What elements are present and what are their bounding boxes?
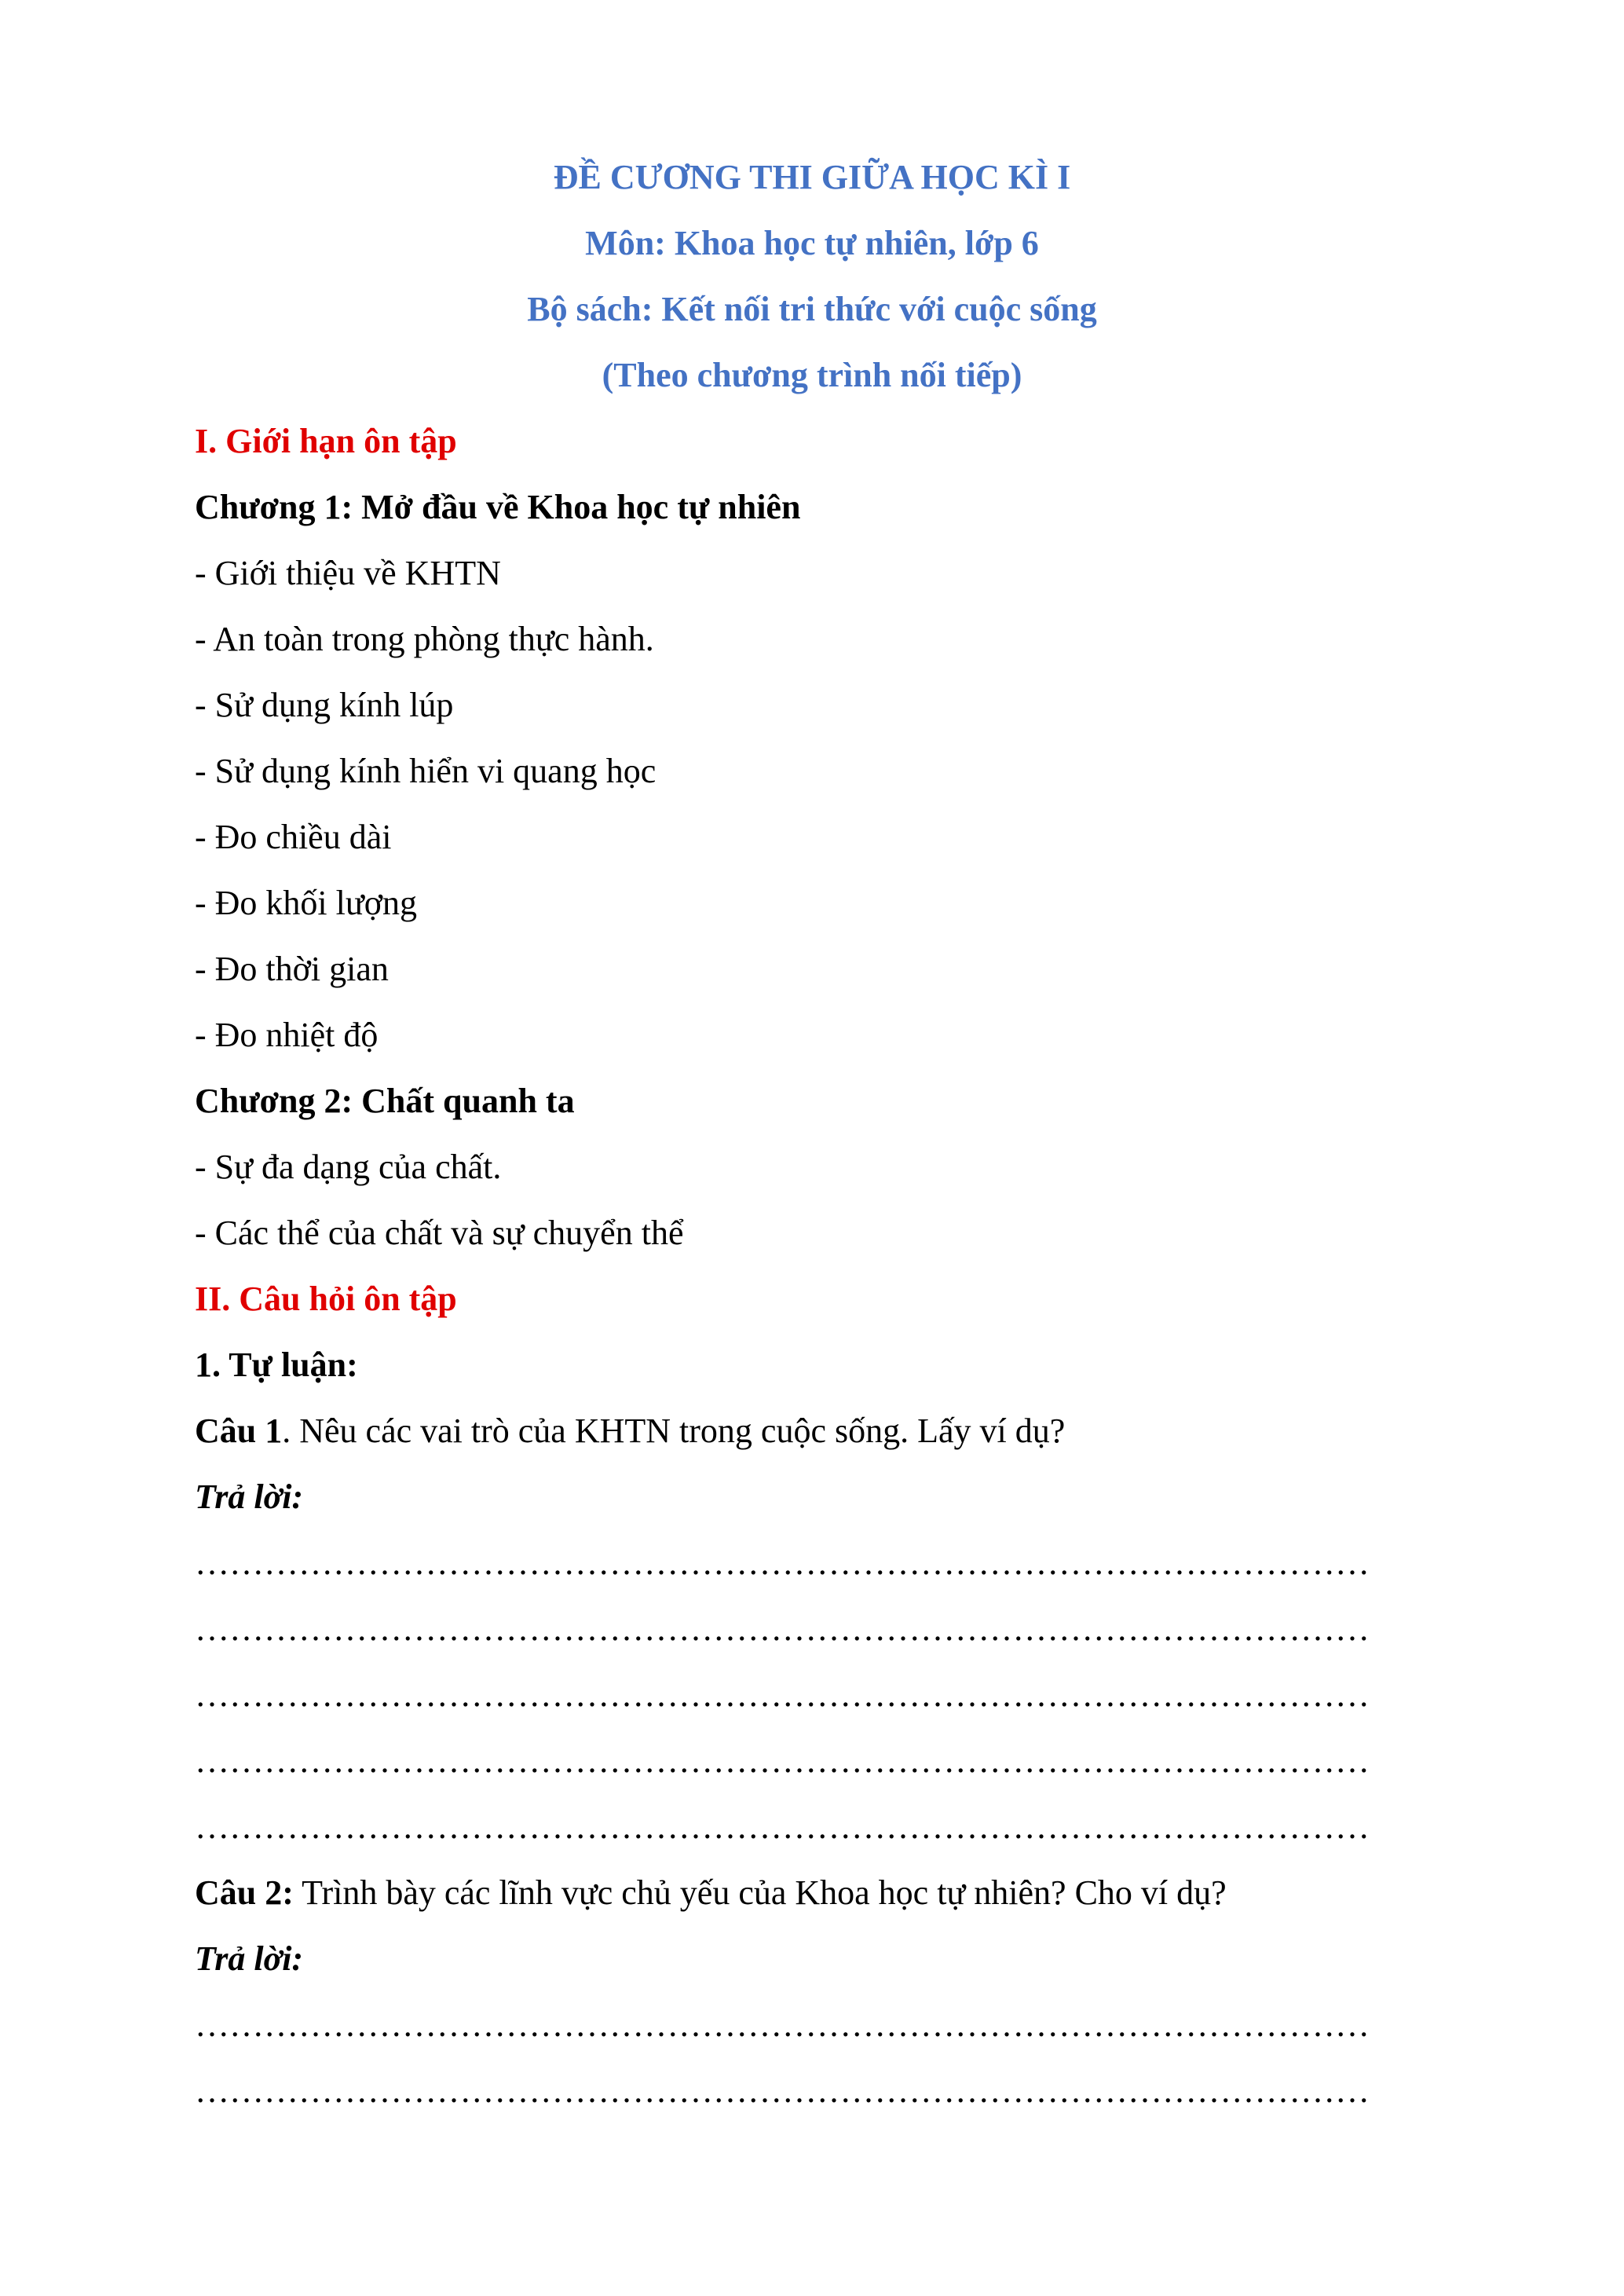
section1-heading: I. Giới hạn ôn tập [195, 422, 457, 460]
chapter2-item: - Các thể của chất và sự chuyển thể [195, 1214, 684, 1252]
chapter1-item: - Đo chiều dài [195, 818, 392, 856]
document-title: ĐỀ CƯƠNG THI GIỮA HỌC KÌ I [553, 158, 1071, 196]
question-1-label: Câu 1 [195, 1412, 283, 1450]
chapter1-item: - Đo thời gian [195, 950, 389, 988]
answer-2-line: ………………………………………………………………………………………… [195, 2071, 1370, 2110]
chapter1-item: - Đo khối lượng [195, 884, 417, 922]
question-2-text: Trình bày các lĩnh vực chủ yếu của Khoa học tự nhiên? Cho ví dụ? [293, 1873, 1227, 1912]
answer-2-line: ………………………………………………………………………………………… [195, 2005, 1370, 2044]
question-2-label: Câu 2: [195, 1873, 294, 1912]
answer-1-line: ………………………………………………………………………………………… [195, 1675, 1370, 1714]
chapter1-item: - Sử dụng kính lúp [195, 686, 454, 724]
question-1 [195, 1408, 1065, 1455]
question-2 [195, 1869, 1227, 1917]
chapter1-item: - Giới thiệu về KHTN [195, 554, 501, 592]
chapter1-item: - Đo nhiệt độ [195, 1016, 379, 1054]
chapter2-item: - Sự đa dạng của chất. [195, 1148, 502, 1186]
subject-line: Môn: Khoa học tự nhiên, lớp 6 [585, 224, 1039, 262]
program-line: (Theo chương trình nối tiếp) [602, 356, 1022, 394]
answer-1-line: ………………………………………………………………………………………… [195, 1807, 1370, 1846]
chapter1-title: Chương 1: Mở đầu về Khoa học tự nhiên [195, 488, 801, 526]
answer-1-line: ………………………………………………………………………………………… [195, 1543, 1370, 1582]
chapter1-item: - Sử dụng kính hiển vi quang học [195, 752, 657, 790]
chapter2-title: Chương 2: Chất quanh ta [195, 1082, 575, 1120]
section2-heading: II. Câu hỏi ôn tập [195, 1280, 457, 1318]
book-line: Bộ sách: Kết nối tri thức với cuộc sống [527, 290, 1097, 328]
question-1-text: . Nêu các vai trò của KHTN trong cuộc sống. Lấy ví dụ? [282, 1412, 1066, 1450]
answer-2-label: Trả lời: [195, 1939, 304, 1978]
answer-1-line: ………………………………………………………………………………………… [195, 1609, 1370, 1648]
chapter1-item: - An toàn trong phòng thực hành. [195, 620, 654, 658]
answer-1-line: ………………………………………………………………………………………… [195, 1741, 1370, 1780]
essay-subheading: 1. Tự luận: [195, 1346, 358, 1384]
answer-1-label: Trả lời: [195, 1478, 304, 1516]
